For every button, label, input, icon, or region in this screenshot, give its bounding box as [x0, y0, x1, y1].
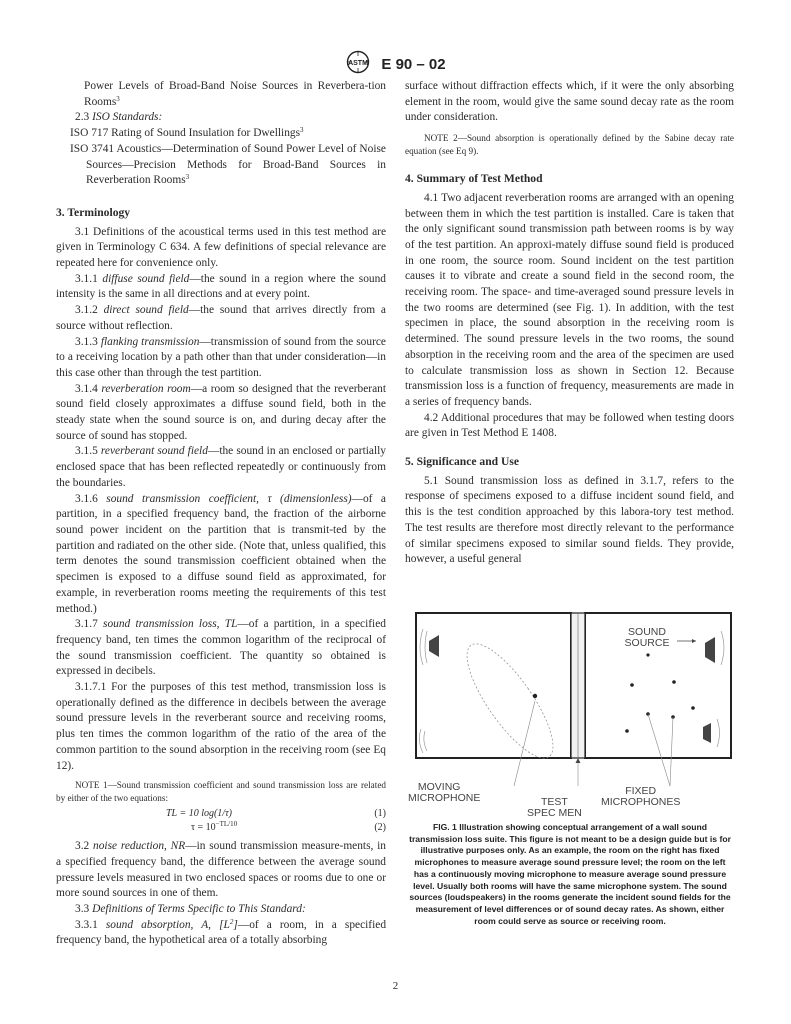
section-4-heading: 4. Summary of Test Method	[405, 172, 543, 186]
fixed-microphone-dot	[625, 729, 629, 733]
paragraph-3-1-1: 3.1.1 diffuse sound field—the sound in a region where the sound intensity is the same in all directions and at every point.	[56, 272, 386, 301]
logo-text: ASTM	[348, 60, 369, 67]
paragraph-4-1: 4.1 Two adjacent reverberation rooms are arranged with an opening between them in which the test partition is installed. Care is taken that the only significant sound transmission path between rooms is by way of the test partition. An approxi-mately diffuse sound field is produced in one room, the source room. Sound incident on the test partition causes it to vibrate and create a sound field in the second room, the receiving room. The space- and time-averaged sound pressure levels in the two rooms are determined (see Fig. 1). In addition, with the test specimen in place, the sound absorption in the receiving room is determined. The sound pressure levels in the two rooms, the sound absorption in the receiving room and the area of the specimen are used to calculate transmission loss as shown in Section 12. Because transmission loss is a function of frequency, measurements are made in a series of frequency bands.	[405, 191, 734, 408]
paragraph-3-1-3: 3.1.3 flanking transmission—transmission of sound from the source to a receiving location by a path other than that under consideration—in this case other than through the test partition.	[56, 335, 386, 379]
right-bottom-loudspeaker-icon	[703, 719, 720, 747]
figure-1-diagram	[415, 611, 733, 791]
right-loudspeaker-icon	[705, 631, 724, 665]
paragraph-3-3-1: 3.3.1 sound absorption, A, $[L^2]—of$ a room, in a specified frequency band, the hypothetical area of a totally absorbing	[56, 917, 387, 947]
fixed-microphone-dot	[691, 706, 695, 710]
standard-designation: E 90 – 02	[381, 56, 446, 73]
figure-1-caption: FIG. 1 Illustration showing conceptual arrangement of a wall sound transmission loss suite. This figure is not meant to be a design guide but is for illustrative purposes only. As an example, the room on the right has fixed microphones to measure average sound pressure level; the room on the left has a continuously moving microphone to measure average sound pressure level. Usually both rooms will have the same microphone system. The sound sources (loudspeakers) in the rooms generate the incident sound fields for the measurement of level differences or of sound decay rates. As shown, either room could serve as source or receiving room.	[409, 822, 731, 926]
reference-iso3741-continued: Power Levels of Broad-Band Noise Sources in Reverbera-tion Rooms$^3$	[84, 80, 386, 108]
section-3-heading: 3. Terminology	[56, 205, 131, 219]
paragraph-3-1: 3.1 Definitions of the acoustical terms used in this test method are given in Terminology C 634. A few definitions of special relevance are repeated here for convenience only.	[56, 225, 386, 270]
moving-microphone-dot	[533, 694, 537, 698]
page-number: 2	[392, 980, 399, 992]
figure-1-labels	[405, 782, 734, 820]
paragraph-3-1-6: 3.1.6 sound transmission coefficient, τ (dimensionless)—of a partition, in a specified frequency band, the fraction of the airborne sound power incident on the partition that is transmit-ted by the partition and radiated on the other side. (Note that, unless qualified, this term denotes the sound transmission coefficient obtained when the specimen is exposed to a diffuse sound field as approximated, for example, in reverberation rooms meeting the requirements of this test method.)	[56, 492, 386, 615]
left-loudspeaker-icon	[420, 629, 439, 665]
paragraph-3-2: 3.2 noise reduction, NR—in sound transmission measure-ments, in a specified frequency band, the difference between the average sound pressure levels measured in two enclosed spaces or rooms due to one or more sound sources in one of them.	[56, 840, 386, 900]
sound-source-label-line2: SOURCE	[624, 637, 670, 649]
left-room	[416, 613, 571, 758]
section-2-3: 2.3 ISO Standards:	[75, 111, 163, 124]
paragraph-3-1-7: 3.1.7 sound transmission loss, TL—of a partition, in a specified frequency band, ten times the common logarithm of the reciprocal of the sound transmission coefficient. The quantity so obtained is expressed in decibels.	[56, 618, 386, 678]
page-header	[0, 50, 791, 79]
test-specimen-label: TEST SPEC MEN	[527, 796, 582, 819]
moving-microphone-path	[453, 633, 567, 770]
reference-iso3741: ISO 3741 Acoustics—Determination of Sound Power Level of Noise Sources—Precision Methods for Broad-Band Sources in Reverberation Rooms$^3$	[70, 142, 386, 187]
sound-source-label-line1: SOUND	[628, 626, 666, 638]
astm-logo	[345, 50, 371, 79]
paragraph-4-2: 4.2 Additional procedures that may be followed when testing doors are given in Test Method E 1408.	[405, 411, 734, 440]
paragraph-3-1-7-1: 3.1.7.1 For the purposes of this test method, transmission loss is operationally defined as the difference in decibels between the average sound pressure levels in the reverberant source and receiving rooms, plus ten times the common logarithm of the ratio of the area of the common partition to the sound absorption in the receiving room (see Eq 12).	[56, 681, 386, 772]
right-column	[405, 79, 734, 568]
reference-iso717: ISO 717 Rating of Sound Insulation for Dwellings$^3$	[70, 126, 304, 140]
fixed-microphone-dot	[630, 683, 634, 687]
source-point-dot	[646, 653, 649, 656]
note-2: NOTE 2—Sound absorption is operationally defined by the Sabine decay rate equation (see Eq 9).	[405, 133, 734, 156]
left-column	[56, 79, 386, 949]
equation-2: $\tau = 10^{-TL/10}$ (2)	[191, 820, 386, 834]
note-1: NOTE 1—Sound transmission coefficient and sound transmission loss are related by either of the two equations:	[56, 780, 386, 803]
paragraph-3-3: 3.3 Definitions of Terms Specific to This Standard:	[75, 903, 306, 916]
left-bottom-loudspeaker-icon	[419, 729, 427, 753]
fixed-microphone-dot	[672, 680, 676, 684]
moving-microphone-label: MOVING MICROPHONE	[408, 781, 481, 804]
paragraph-3-1-5: 3.1.5 reverberant sound field—the sound in an enclosed or partially enclosed space that has been reflected repeatedly or continuously from the boundaries.	[56, 445, 386, 489]
paragraph-3-1-4: 3.1.4 reverberation room—a room so designed that the reverberant sound field closely approximates a diffuse sound field, both in the steady state when the sound source is on, and during decay after the source of sound has stopped.	[56, 382, 386, 442]
equation-1: TL = 10 log(1/τ) (1)	[166, 808, 386, 820]
paragraph-3-1-2: 3.1.2 direct sound field—the sound that arrives directly from a source without reflection.	[56, 304, 386, 332]
fixed-microphones-label: FIXED MICROPHONES	[601, 785, 681, 808]
paragraph-3-3-1-continued: surface without diffraction effects which, if it were the only absorbing element in the room, would give the same sound decay rate as the room under consideration.	[405, 80, 734, 124]
paragraph-5-1: 5.1 Sound transmission loss as defined in 3.1.7, refers to the response of specimens exposed to a diffuse incident sound field, and this is the test condition approached by this labora-tory test method. The test results are therefore most directly relevant to the performance of similar specimens exposed to similar sound fields. They provide, however, a useful general	[405, 474, 734, 566]
section-5-heading: 5. Significance and Use	[405, 455, 520, 469]
